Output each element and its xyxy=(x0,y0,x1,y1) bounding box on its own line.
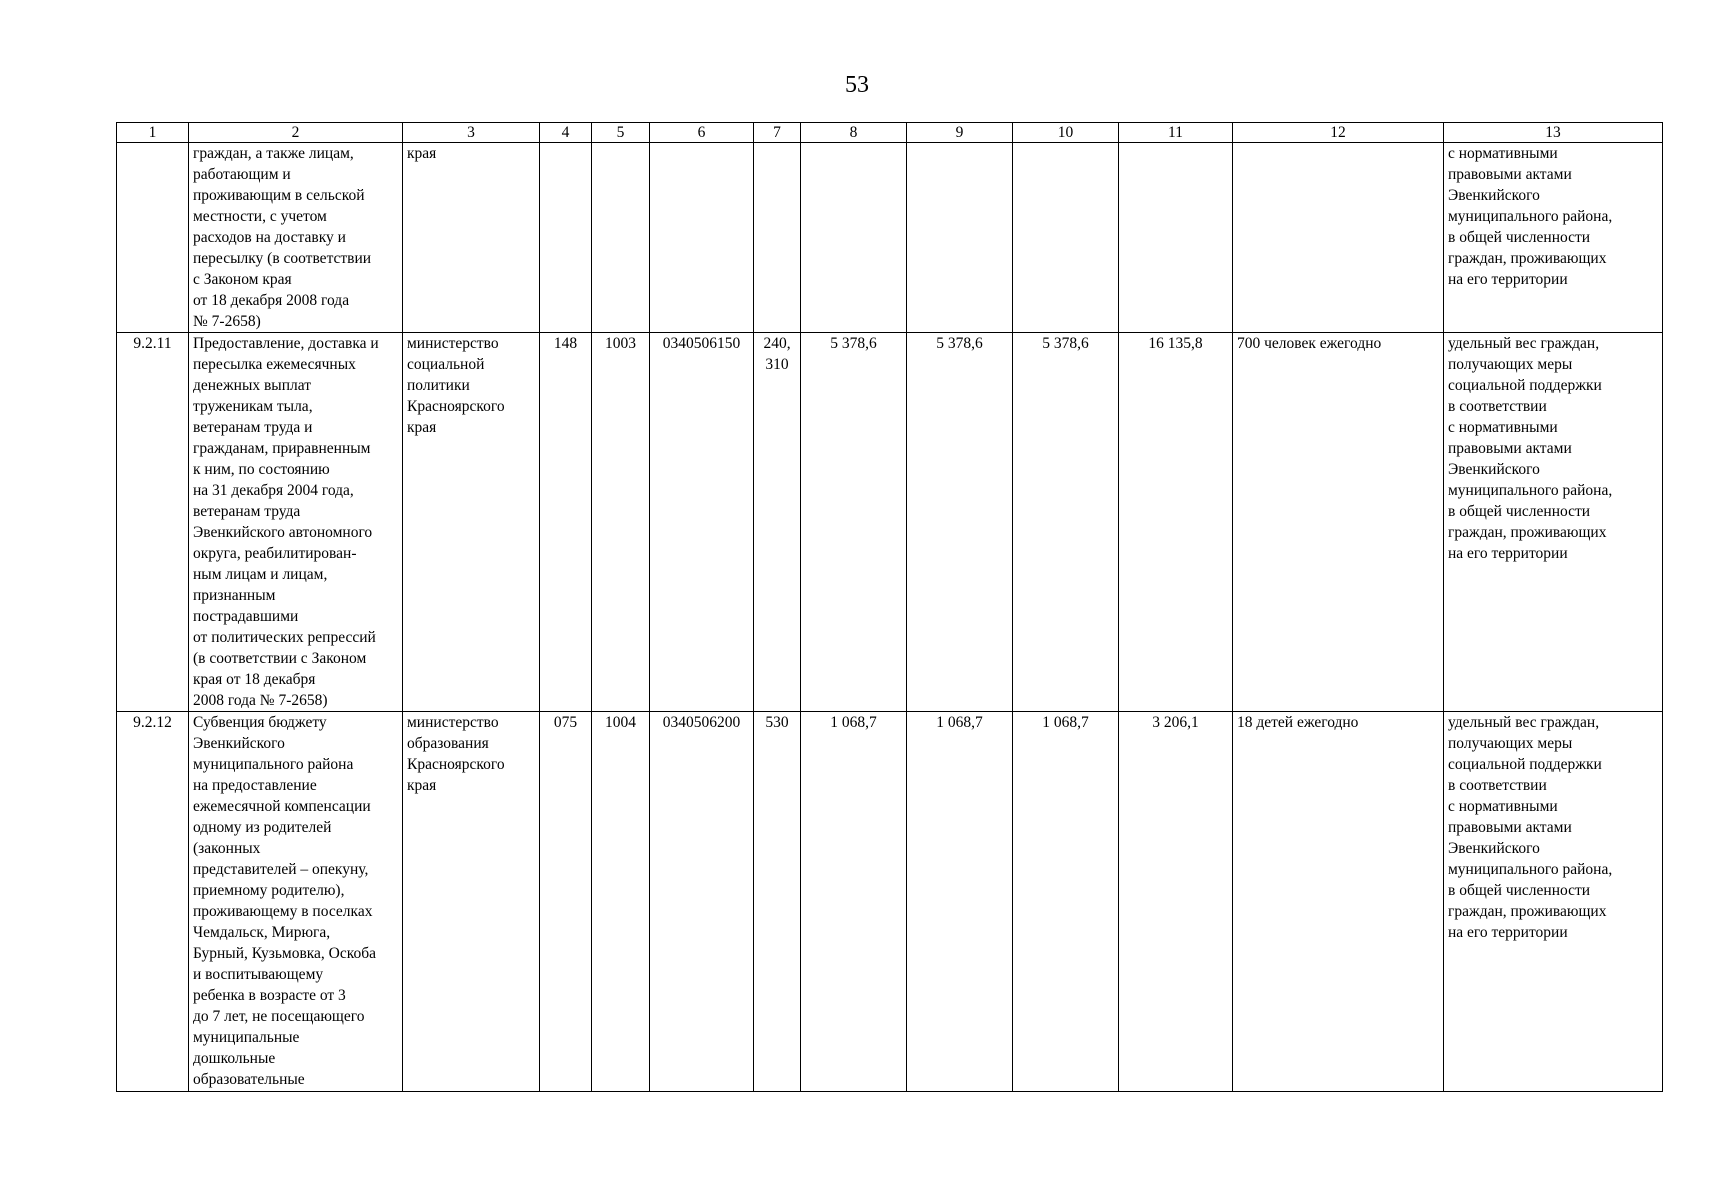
column-header: 1 xyxy=(117,123,189,143)
column-header: 6 xyxy=(650,123,754,143)
section-code xyxy=(592,143,650,333)
target-article xyxy=(650,143,754,333)
expected-result: 18 детей ежегодно xyxy=(1233,712,1444,1092)
section-code: 1003 xyxy=(592,333,650,712)
row-number xyxy=(117,143,189,333)
executor: министерство социальной политики Красноярского края xyxy=(403,333,540,712)
amount-total: 3 206,1 xyxy=(1119,712,1233,1092)
column-header: 12 xyxy=(1233,123,1444,143)
indicator: удельный вес граждан, получающих меры социальной поддержки в соответствии с нормативными правовыми актами Эвенкийского муниципального района, в общей численности граждан, проживающих на его территории xyxy=(1444,333,1663,712)
amount-year-3: 1 068,7 xyxy=(1013,712,1119,1092)
row-number: 9.2.12 xyxy=(117,712,189,1092)
measure-name: граждан, а также лицам, работающим и проживающим в сельской местности, с учетом расходов на доставку и пересылку (в соответствии с Законом края от 18 декабря 2008 года № 7-2658) xyxy=(189,143,403,333)
page-number: 53 xyxy=(845,72,869,98)
amount-year-2 xyxy=(907,143,1013,333)
executor: края xyxy=(403,143,540,333)
column-header: 10 xyxy=(1013,123,1119,143)
amount-total: 16 135,8 xyxy=(1119,333,1233,712)
executor: министерство образования Красноярского края xyxy=(403,712,540,1092)
column-header: 13 xyxy=(1444,123,1663,143)
indicator: удельный вес граждан, получающих меры социальной поддержки в соответствии с нормативными правовыми актами Эвенкийского муниципального района, в общей численности граждан, проживающих на его территории xyxy=(1444,712,1663,1092)
expected-result: 700 человек ежегодно xyxy=(1233,333,1444,712)
amount-total xyxy=(1119,143,1233,333)
row-number: 9.2.11 xyxy=(117,333,189,712)
column-header: 3 xyxy=(403,123,540,143)
column-header: 4 xyxy=(540,123,592,143)
section-code: 1004 xyxy=(592,712,650,1092)
expense-type xyxy=(754,143,801,333)
amount-year-1: 1 068,7 xyxy=(801,712,907,1092)
target-article: 0340506200 xyxy=(650,712,754,1092)
indicator: с нормативными правовыми актами Эвенкийского муниципального района, в общей численности граждан, проживающих на его территории xyxy=(1444,143,1663,333)
gov-code: 075 xyxy=(540,712,592,1092)
amount-year-3 xyxy=(1013,143,1119,333)
amount-year-1: 5 378,6 xyxy=(801,333,907,712)
column-header: 5 xyxy=(592,123,650,143)
table-row xyxy=(117,333,1663,712)
column-numbers-row xyxy=(117,123,1663,143)
column-header: 8 xyxy=(801,123,907,143)
target-article: 0340506150 xyxy=(650,333,754,712)
measure-name: Предоставление, доставка и пересылка ежемесячных денежных выплат труженикам тыла, ветеранам труда и гражданам, приравненным к ним, по состоянию на 31 декабря 2004 года, ветеранам труда Эвенкийского автономного округа, реабилитирован- ным лицам и лицам, признанным пострадавшими от политических репрессий (в соответствии с Законом края от 18 декабря 2008 года № 7-2658) xyxy=(189,333,403,712)
column-header: 11 xyxy=(1119,123,1233,143)
table-row xyxy=(117,712,1663,1092)
expense-type: 530 xyxy=(754,712,801,1092)
amount-year-1 xyxy=(801,143,907,333)
table-row xyxy=(117,143,1663,333)
amount-year-2: 5 378,6 xyxy=(907,333,1013,712)
column-header: 2 xyxy=(189,123,403,143)
expense-type: 240, 310 xyxy=(754,333,801,712)
gov-code xyxy=(540,143,592,333)
amount-year-2: 1 068,7 xyxy=(907,712,1013,1092)
expected-result xyxy=(1233,143,1444,333)
measure-name: Субвенция бюджету Эвенкийского муниципального района на предоставление ежемесячной компенсации одному из родителей (законных представителей – опекуну, приемному родителю), проживающему в поселках Чемдальск, Мирюга, Бурный, Кузьмовка, Оскоба и воспитывающему ребенка в возрасте от 3 до 7 лет, не посещающего муниципальные дошкольные образовательные xyxy=(189,712,403,1092)
program-table xyxy=(116,122,1663,1092)
column-header: 9 xyxy=(907,123,1013,143)
gov-code: 148 xyxy=(540,333,592,712)
amount-year-3: 5 378,6 xyxy=(1013,333,1119,712)
column-header: 7 xyxy=(754,123,801,143)
